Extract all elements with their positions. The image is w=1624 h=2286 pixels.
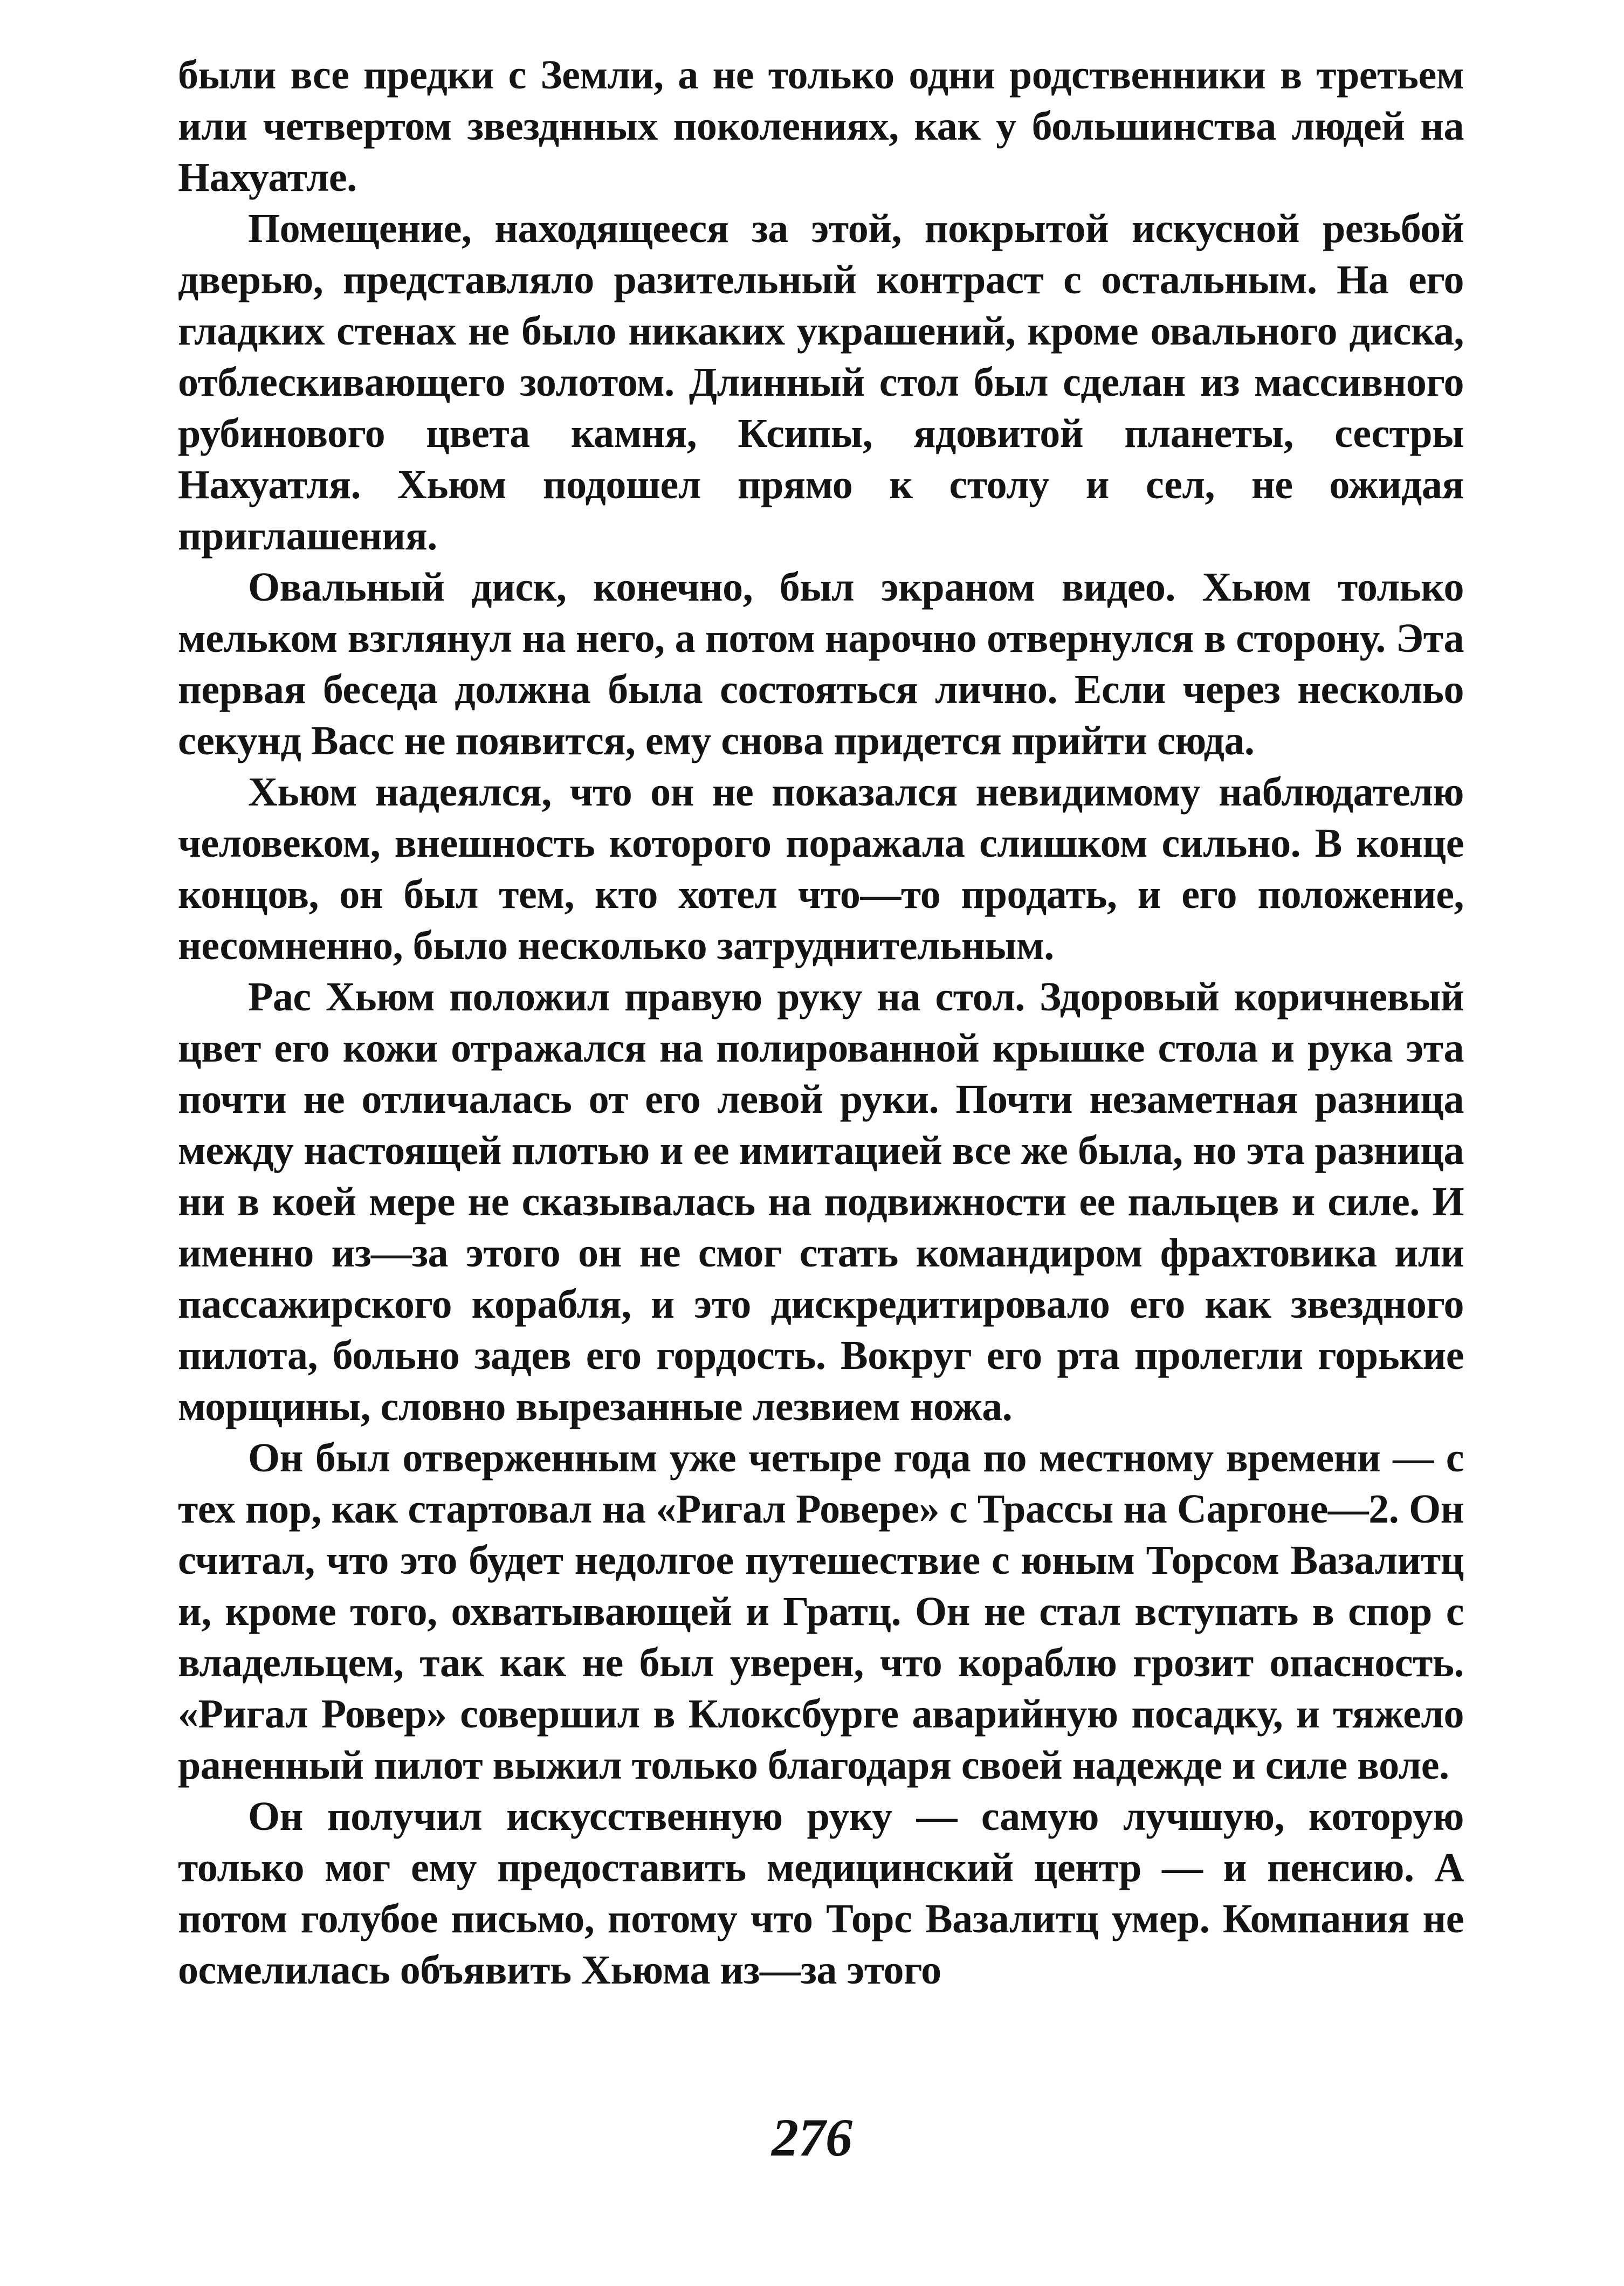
body-text <box>178 50 1464 1996</box>
paragraph-4: Хьюм надеялся, что он не показался невидимому наблюдателю человеком, внешность которого поражала слишком сильно. В конце концов, он был тем, кто хотел что—то продать, и его положение, несомненно, было несколько затруднительным. <box>178 769 1464 968</box>
page-number: 276 <box>772 2108 852 2167</box>
paragraph-6: Он был отверженным уже четыре года по местному времени — с тех пор, как стартовал на «Ригал Ровере» с Трассы на Саргоне—2. Он считал, что это будет недолгое путешествие с юным Торсом Вазалитц и, кроме того, охватывающей и Гратц. Он не стал вступать в спор с владельцем, так как не был уверен, что кораблю грозит опасность. «Ригал Ровер» совершил в Клоксбурге аварийную посадку, и тяжело раненный пилот выжил только благодаря своей надежде и силе воле. <box>178 1435 1464 1788</box>
paragraph-2: Помещение, находящееся за этой, покрытой искусной резьбой дверью, представляло разительный контраст с остальным. На его гладких стенах не было никаких украшений, кроме овального диска, отблескивающего золотом. Длинный стол был сделан из массивного рубинового цвета камня, Ксипы, ядовитой планеты, сестры Нахуатля. Хьюм подошел прямо к столу и сел, не ожидая приглашения. <box>178 206 1464 559</box>
paragraph-7: Он получил искусственную руку — самую лучшую, которую только мог ему предоставить медицинский центр — и пенсию. А потом голубое письмо, потому что Торс Вазалитц умер. Компания не осмелилась объявить Хьюма из—за этого <box>178 1794 1464 1993</box>
paragraph-1: были все предки с Земли, а не только одни родственники в третьем или четвертом звезднных поколениях, как у большинства людей на Нахуатле. <box>178 52 1464 200</box>
paragraph-3: Овальный диск, конечно, был экраном видео. Хьюм только мельком взглянул на него, а потом нарочно отвернулся в сторону. Эта первая беседа должна была состояться лично. Если через нескольо секунд Васс не появится, ему снова придется прийти сюда. <box>178 564 1464 763</box>
paragraph-5: Рас Хьюм положил правую руку на стол. Здоровый коричневый цвет его кожи отражался на полированной крышке стола и рука эта почти не отличалась от его левой руки. Почти незаметная разница между настоящей плотью и ее имитацией все же была, но эта разница ни в коей мере не сказывалась на подвижности ее пальцев и силе. И именно из—за этого он не смог стать командиром фрахтовика или пассажирского корабля, и это дискредитировало его как звездного пилота, больно задев его гордость. Вокруг его рта пролегли горькие морщины, словно вырезанные лезвием ножа. <box>178 974 1464 1429</box>
